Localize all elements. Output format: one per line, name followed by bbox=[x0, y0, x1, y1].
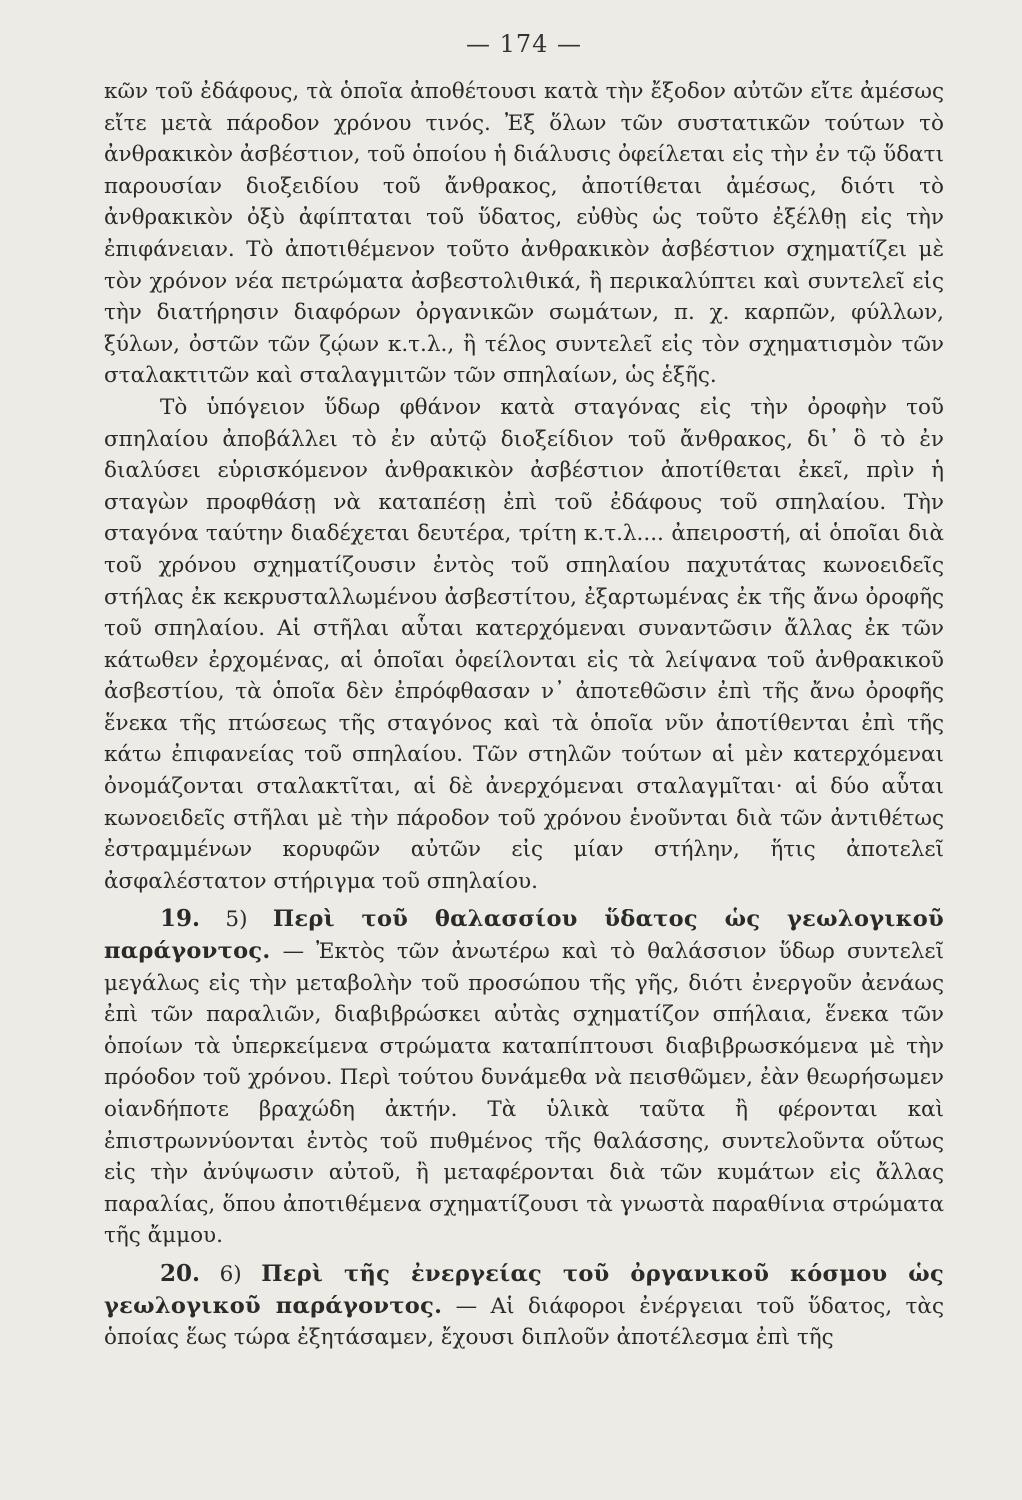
page-number: — 174 — bbox=[465, 30, 583, 58]
section-number: 19. bbox=[160, 905, 201, 933]
section-heading: Περὶ τοῦ θαλασσίου ὕδατος ὡς γεωλογικοῦ παράγοντος. bbox=[104, 906, 944, 965]
section-heading: Περὶ τῆς ἐνεργείας τοῦ ὀργανικοῦ κόσμου ὡς γεωλογικοῦ παράγοντος. bbox=[104, 1260, 944, 1319]
section-20 bbox=[104, 1258, 944, 1354]
section-19 bbox=[104, 903, 944, 1252]
section-label: 6) bbox=[219, 1261, 242, 1287]
section-label: 5) bbox=[225, 907, 248, 933]
section-text: — Αἱ διάφοροι ἐνέργειαι τοῦ ὕδατος, τὰς ὁποίας ἕως τώρα ἐξητάσαμεν, ἔχουσι διπλοῦν ἀποτέλεσμα ἐπὶ τῆς bbox=[104, 1293, 944, 1351]
paragraph-stalactites: Τὸ ὑπόγειον ὕδωρ φθάνον κατὰ σταγόνας εἰς τὴν ὀροφὴν τοῦ σπηλαίου ἀποβάλλει τὸ ἐν αὐτῷ διοξείδιον τοῦ ἄνθρακος, δι᾽ ὃ τὸ ἐν διαλύσει εὑρισκόμενον ἀνθρακικὸν ἀσβέστιον ἀποτίθεται ἐκεῖ, πρὶν ἡ σταγὼν προφθάσῃ νὰ καταπέσῃ ἐπὶ τοῦ ἐδάφους τοῦ σπηλαίου. Τὴν σταγόνα ταύτην διαδέχεται δευτέρα, τρίτη κ.τ.λ.... ἀπειροστή, αἱ ὁποῖαι διὰ τοῦ χρόνου σχηματίζουσιν ἐντὸς τοῦ σπηλαίου παχυτάτας κωνοειδεῖς στήλας ἐκ κεκρυσταλλωμένου ἀσβεστίτου, ἐξαρτωμένας ἐκ τῆς ἄνω ὀροφῆς τοῦ σπηλαίου. Αἱ στῆλαι αὗται κατερχόμεναι συναντῶσιν ἄλλας ἐκ τῶν κάτωθεν ἐρχομένας, αἱ ὁποῖαι ὀφείλονται εἰς τὰ λείψανα τοῦ ἀνθρακικοῦ ἀσβεστίου, τὰ ὁποῖα δὲν ἐπρόφθασαν ν᾽ ἀποτεθῶσιν ἐπὶ τῆς ἄνω ὀροφῆς ἕνεκα τῆς πτώσεως τῆς σταγόνος καὶ τὰ ὁποῖα νῦν ἀποτίθενται ἐπὶ τῆς κάτω ἐπιφανείας τοῦ σπηλαίου. Τῶν στηλῶν τούτων αἱ μὲν κατερχόμεναι ὀνομάζονται σταλακτῖται, αἱ δὲ ἀνερχόμεναι σταλαγμῖται· αἱ δύο αὗται κωνοειδεῖς στῆλαι μὲ τὴν πάροδον τοῦ χρόνου ἑνοῦνται διὰ τῶν ἀντιθέτως ἐστραμμένων κορυφῶν αὐτῶν εἰς μίαν στήλην, ἥτις ἀποτελεῖ ἀσφαλέστατον στήριγμα τοῦ σπηλαίου. bbox=[104, 394, 944, 894]
paragraph-continuation: κῶν τοῦ ἐδάφους, τὰ ὁποῖα ἀποθέτουσι κατὰ τὴν ἔξοδον αὐτῶν εἴτε ἀμέσως εἴτε μετὰ πάροδον χρόνου τινός. Ἐξ ὅλων τῶν συστατικῶν τούτων τὸ ἀνθρακικὸν ἀσβέστιον, τοῦ ὁποίου ἡ διάλυσις ὀφείλεται εἰς τὴν ἐν τῷ ὕδατι παρουσίαν διοξειδίου τοῦ ἄνθρακος, ἀποτίθεται ἀμέσως, διότι τὸ ἀνθρακικὸν ὀξὺ ἀφίπταται τοῦ ὕδατος, εὐθὺς ὡς τοῦτο ἐξέλθῃ εἰς τὴν ἐπιφάνειαν. Τὸ ἀποτιθέμενον τοῦτο ἀνθρακικὸν ἀσβέστιον σχηματίζει μὲ τὸν χρόνον νέα πετρώματα ἀσβεστολιθικά, ἢ περικαλύπτει καὶ συντελεῖ εἰς τὴν διατήρησιν διαφόρων ὀργανικῶν σωμάτων, π. χ. καρπῶν, φύλλων, ξύλων, ὀστῶν τῶν ζῴων κ.τ.λ., ἢ τέλος συντελεῖ εἰς τὸν σχηματισμὸν τῶν σταλακτιτῶν καὶ σταλαγμιτῶν τῶν σπηλαίων, ὡς ἑξῆς. bbox=[104, 79, 944, 389]
section-text: — Ἐκτὸς τῶν ἀνωτέρω καὶ τὸ θαλάσσιον ὕδωρ συντελεῖ μεγάλως εἰς τὴν μεταβολὴν τοῦ προσώπου τῆς γῆς, διότι ἐνεργοῦν ἀενάως ἐπὶ τῶν παραλιῶν, διαβιβρώσκει αὐτὰς σχηματίζον σπήλαια, ἕνεκα τῶν ὁποίων τὰ ὑπερκείμενα στρώματα καταπίπτουσι διαβιβρωσκόμενα μὲ τὴν πρόοδον τοῦ χρόνου. Περὶ τούτου δυνάμεθα νὰ πεισθῶμεν, ἐὰν θεωρήσωμεν οἱανδήποτε βραχώδη ἀκτήν. Τὰ ὑλικὰ ταῦτα ἢ φέρονται καὶ ἐπιστρωννύονται ἐντὸς τοῦ πυθμένος τῆς θαλάσσης, συντελοῦντα οὕτως εἰς τὴν ἀνύψωσιν αὐτοῦ, ἢ μεταφέρονται διὰ τῶν κυμάτων εἰς ἄλλας παραλίας, ὅπου ἀποτιθέμενα σχηματίζουσι τὰ γνωστὰ παραθίνια στρώματα τῆς ἄμμου. bbox=[104, 939, 944, 1249]
section-number: 20. bbox=[160, 1259, 201, 1287]
